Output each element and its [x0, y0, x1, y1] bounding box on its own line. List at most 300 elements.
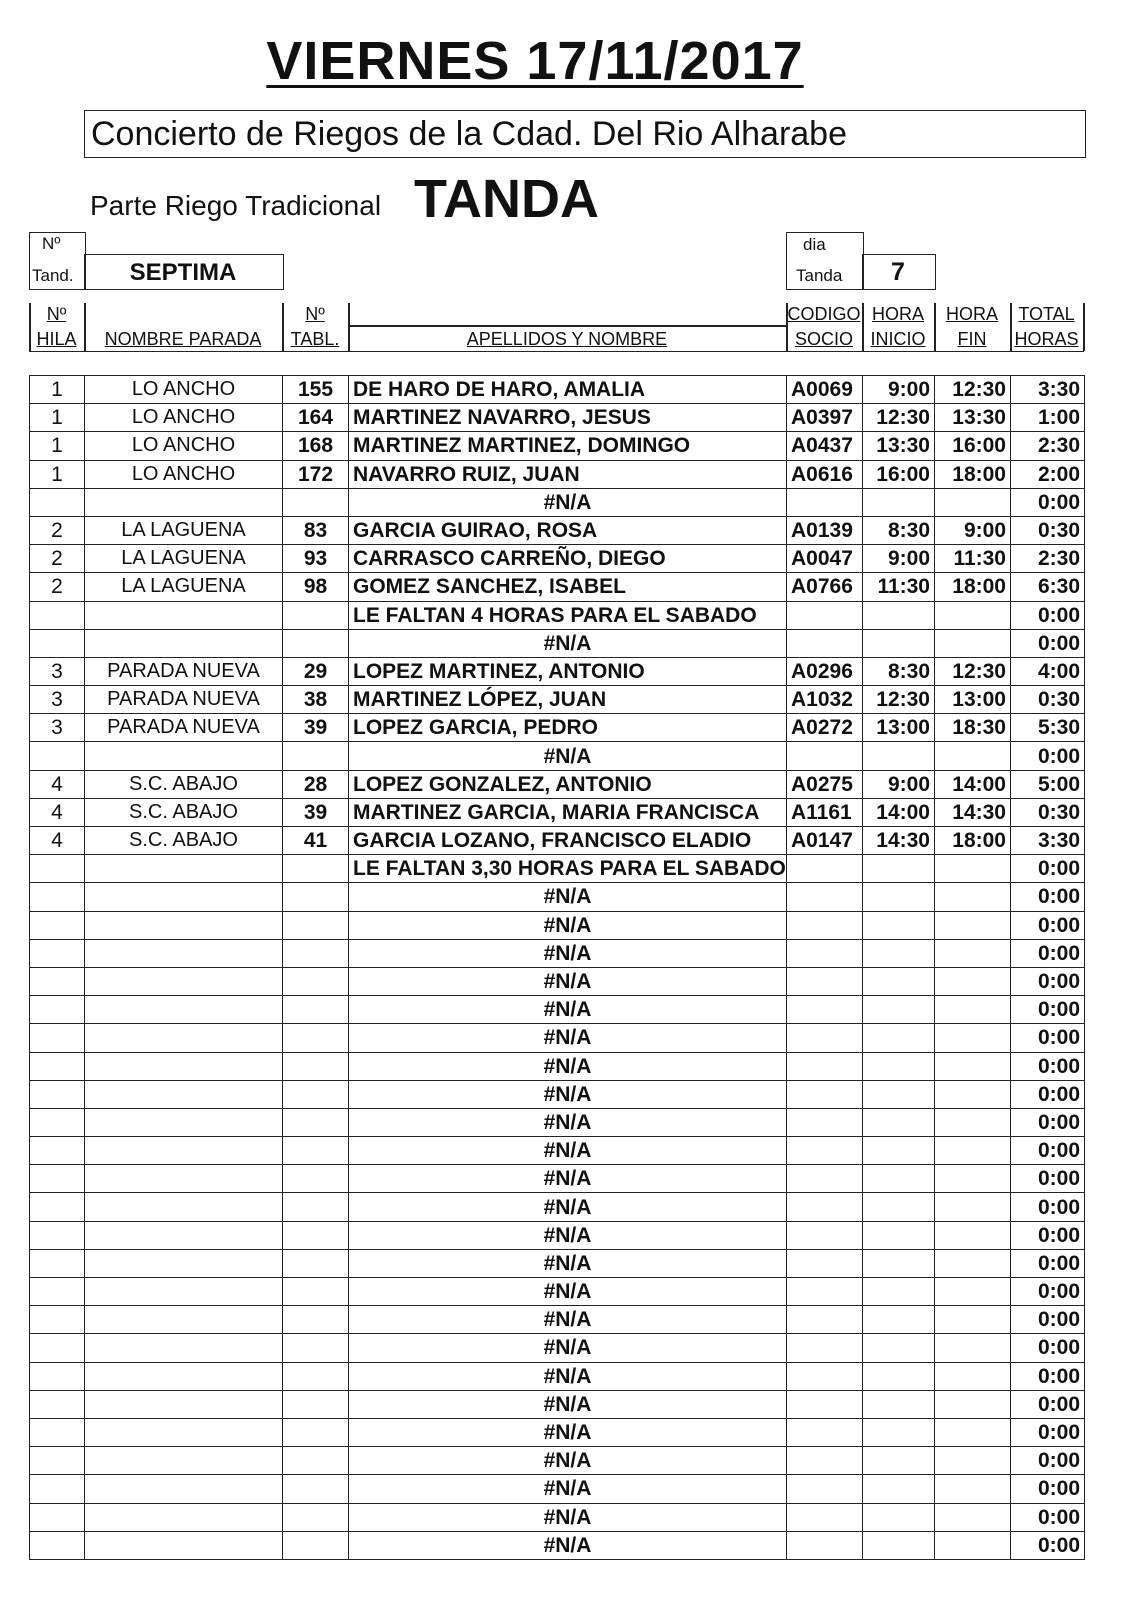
cell-fin [935, 1306, 1011, 1334]
header-tabl-top: Nº [305, 304, 325, 324]
cell-total: 3:30 [1011, 376, 1085, 404]
cell-fin: 13:30 [935, 404, 1011, 432]
header-codigo-top: CODIGO [787, 304, 861, 324]
cell-total: 0:00 [1011, 1024, 1085, 1052]
cell-fin: 13:00 [935, 686, 1011, 714]
table-row [30, 657, 1085, 685]
cell-inicio: 16:00 [863, 460, 935, 488]
irrigation-table [29, 375, 1085, 1560]
table-row [30, 1108, 1085, 1136]
table-row [30, 1024, 1085, 1052]
cell-parada: LA LAGUENA [85, 545, 283, 573]
table-row [30, 516, 1085, 544]
cell-inicio: 12:30 [863, 686, 935, 714]
cell-codigo: A0296 [787, 657, 863, 685]
table-row [30, 376, 1085, 404]
header-inicio: INICIO [870, 329, 926, 349]
table-row [30, 855, 1085, 883]
cell-nombre: #N/A [349, 1475, 787, 1503]
table-row [30, 770, 1085, 798]
cell-tabl [283, 1390, 349, 1418]
cell-inicio [863, 1024, 935, 1052]
cell-total: 0:00 [1011, 488, 1085, 516]
cell-fin [935, 911, 1011, 939]
table-row [30, 827, 1085, 855]
cell-codigo [787, 1221, 863, 1249]
cell-parada [85, 1137, 283, 1165]
cell-fin [935, 1475, 1011, 1503]
table-row [30, 1503, 1085, 1531]
cell-inicio [863, 911, 935, 939]
cell-tabl: 38 [283, 686, 349, 714]
table-row [30, 601, 1085, 629]
cell-total: 0:00 [1011, 1475, 1085, 1503]
cell-total: 2:30 [1011, 432, 1085, 460]
header-hila-top: Nº [46, 304, 67, 324]
cell-total: 0:00 [1011, 883, 1085, 911]
cell-parada: LO ANCHO [85, 460, 283, 488]
cell-inicio [863, 1221, 935, 1249]
cell-parada [85, 1221, 283, 1249]
cell-hila: 2 [30, 573, 85, 601]
header-codigo: SOCIO [794, 329, 853, 349]
cell-nombre: #N/A [349, 1306, 787, 1334]
cell-total: 0:30 [1011, 686, 1085, 714]
cell-fin [935, 996, 1011, 1024]
cell-parada [85, 488, 283, 516]
cell-codigo [787, 742, 863, 770]
cell-total: 0:00 [1011, 1503, 1085, 1531]
cell-tabl [283, 1306, 349, 1334]
cell-nombre: #N/A [349, 911, 787, 939]
cell-tabl [283, 883, 349, 911]
cell-tabl [283, 1024, 349, 1052]
table-row [30, 1221, 1085, 1249]
table-row [30, 1362, 1085, 1390]
table-row [30, 911, 1085, 939]
cell-nombre: #N/A [349, 1080, 787, 1108]
cell-parada [85, 1447, 283, 1475]
cell-codigo: A0397 [787, 404, 863, 432]
cell-tabl [283, 1531, 349, 1559]
tand-value: SEPTIMA [129, 259, 237, 286]
cell-inicio [863, 1306, 935, 1334]
cell-codigo: A0616 [787, 460, 863, 488]
cell-hila [30, 1193, 85, 1221]
cell-fin [935, 601, 1011, 629]
organization-name: Concierto de Riegos de la Cdad. Del Rio Alharabe [91, 115, 848, 153]
cell-total: 0:00 [1011, 911, 1085, 939]
table-row [30, 686, 1085, 714]
cell-parada [85, 911, 283, 939]
cell-hila: 4 [30, 798, 85, 826]
cell-fin: 12:30 [935, 657, 1011, 685]
cell-hila: 1 [30, 376, 85, 404]
cell-parada: S.C. ABAJO [85, 827, 283, 855]
cell-nombre: MARTINEZ GARCIA, MARIA FRANCISCA [349, 798, 787, 826]
cell-tabl: 168 [283, 432, 349, 460]
cell-fin: 12:30 [935, 376, 1011, 404]
cell-tabl [283, 911, 349, 939]
cell-tabl [283, 996, 349, 1024]
cell-inicio [863, 1503, 935, 1531]
cell-parada: PARADA NUEVA [85, 686, 283, 714]
cell-total: 0:00 [1011, 1137, 1085, 1165]
cell-total: 0:00 [1011, 1447, 1085, 1475]
cell-tabl [283, 967, 349, 995]
cell-codigo [787, 629, 863, 657]
cell-total: 0:00 [1011, 855, 1085, 883]
cell-codigo: A1032 [787, 686, 863, 714]
cell-parada [85, 1165, 283, 1193]
cell-codigo [787, 911, 863, 939]
cell-total: 0:00 [1011, 1080, 1085, 1108]
cell-inicio [863, 601, 935, 629]
cell-inicio [863, 939, 935, 967]
cell-tabl: 83 [283, 516, 349, 544]
cell-fin: 14:30 [935, 798, 1011, 826]
cell-total: 1:00 [1011, 404, 1085, 432]
cell-parada: LA LAGUENA [85, 516, 283, 544]
cell-total: 0:00 [1011, 1362, 1085, 1390]
cell-fin [935, 1447, 1011, 1475]
header-fin: FIN [957, 329, 987, 349]
table-row [30, 629, 1085, 657]
cell-total: 3:30 [1011, 827, 1085, 855]
header-divider [1083, 303, 1085, 351]
cell-fin [935, 883, 1011, 911]
cell-inicio: 8:30 [863, 516, 935, 544]
cell-parada [85, 601, 283, 629]
cell-hila: 1 [30, 432, 85, 460]
table-row [30, 404, 1085, 432]
cell-nombre: LE FALTAN 3,30 HORAS PARA EL SABADO [349, 855, 787, 883]
cell-hila [30, 1334, 85, 1362]
cell-codigo: A0047 [787, 545, 863, 573]
cell-inicio: 11:30 [863, 573, 935, 601]
cell-parada [85, 629, 283, 657]
cell-fin [935, 488, 1011, 516]
cell-total: 5:00 [1011, 770, 1085, 798]
cell-tabl [283, 1447, 349, 1475]
cell-fin [935, 742, 1011, 770]
cell-fin [935, 1108, 1011, 1136]
cell-hila [30, 1221, 85, 1249]
cell-parada [85, 1080, 283, 1108]
cell-hila [30, 1080, 85, 1108]
cell-fin [935, 939, 1011, 967]
cell-nombre: #N/A [349, 1334, 787, 1362]
cell-codigo [787, 1137, 863, 1165]
cell-hila: 2 [30, 516, 85, 544]
cell-codigo [787, 601, 863, 629]
cell-parada [85, 1278, 283, 1306]
cell-total: 0:00 [1011, 1278, 1085, 1306]
table-row [30, 939, 1085, 967]
tand-label-bottom: Tand. [32, 266, 74, 285]
cell-tabl [283, 939, 349, 967]
cell-parada: LA LAGUENA [85, 573, 283, 601]
cell-nombre: #N/A [349, 1165, 787, 1193]
cell-nombre: LOPEZ GONZALEZ, ANTONIO [349, 770, 787, 798]
cell-inicio: 12:30 [863, 404, 935, 432]
cell-hila [30, 1137, 85, 1165]
cell-nombre: LE FALTAN 4 HORAS PARA EL SABADO [349, 601, 787, 629]
header-total: HORAS [1014, 329, 1079, 349]
cell-total: 0:00 [1011, 601, 1085, 629]
cell-fin [935, 1080, 1011, 1108]
cell-total: 0:00 [1011, 742, 1085, 770]
header-hila: HILA [36, 329, 77, 349]
table-row [30, 1193, 1085, 1221]
cell-parada: PARADA NUEVA [85, 714, 283, 742]
cell-tabl [283, 1221, 349, 1249]
cell-nombre: #N/A [349, 629, 787, 657]
cell-hila: 1 [30, 404, 85, 432]
cell-parada [85, 1193, 283, 1221]
cell-inicio [863, 996, 935, 1024]
table-row [30, 742, 1085, 770]
cell-codigo [787, 1024, 863, 1052]
cell-parada: PARADA NUEVA [85, 657, 283, 685]
cell-codigo: A0272 [787, 714, 863, 742]
cell-tabl: 93 [283, 545, 349, 573]
cell-inicio [863, 488, 935, 516]
cell-hila [30, 1362, 85, 1390]
organization-box [84, 110, 1086, 158]
table-row [30, 798, 1085, 826]
cell-parada [85, 1475, 283, 1503]
cell-codigo [787, 967, 863, 995]
cell-inicio: 9:00 [863, 770, 935, 798]
cell-hila [30, 1306, 85, 1334]
cell-nombre: #N/A [349, 1503, 787, 1531]
cell-codigo [787, 1193, 863, 1221]
cell-tabl: 98 [283, 573, 349, 601]
table-row [30, 967, 1085, 995]
cell-nombre: #N/A [349, 1249, 787, 1277]
cell-tabl: 39 [283, 798, 349, 826]
cell-total: 0:00 [1011, 967, 1085, 995]
cell-codigo [787, 1418, 863, 1446]
cell-nombre: #N/A [349, 1278, 787, 1306]
cell-hila [30, 996, 85, 1024]
cell-codigo: A0139 [787, 516, 863, 544]
table-row [30, 488, 1085, 516]
cell-tabl [283, 855, 349, 883]
cell-hila: 3 [30, 686, 85, 714]
cell-total: 4:00 [1011, 657, 1085, 685]
cell-total: 0:00 [1011, 1390, 1085, 1418]
table-row [30, 545, 1085, 573]
cell-tabl [283, 742, 349, 770]
cell-total: 0:00 [1011, 1108, 1085, 1136]
cell-total: 2:00 [1011, 460, 1085, 488]
cell-parada: LO ANCHO [85, 376, 283, 404]
subtitle: Parte Riego Tradicional [90, 190, 382, 221]
cell-nombre: GARCIA LOZANO, FRANCISCO ELADIO [349, 827, 787, 855]
cell-inicio: 9:00 [863, 376, 935, 404]
cell-nombre: LOPEZ GARCIA, PEDRO [349, 714, 787, 742]
cell-hila [30, 1418, 85, 1446]
cell-tabl [283, 1052, 349, 1080]
cell-tabl [283, 1503, 349, 1531]
cell-tabl: 28 [283, 770, 349, 798]
cell-fin [935, 1418, 1011, 1446]
cell-nombre: MARTINEZ NAVARRO, JESUS [349, 404, 787, 432]
cell-hila [30, 967, 85, 995]
cell-inicio [863, 1531, 935, 1559]
cell-fin: 18:00 [935, 573, 1011, 601]
cell-parada: S.C. ABAJO [85, 770, 283, 798]
cell-inicio: 14:00 [863, 798, 935, 826]
cell-tabl: 39 [283, 714, 349, 742]
cell-fin: 11:30 [935, 545, 1011, 573]
table-row [30, 1080, 1085, 1108]
cell-total: 0:30 [1011, 798, 1085, 826]
cell-tabl [283, 1418, 349, 1446]
cell-inicio [863, 1447, 935, 1475]
cell-nombre: #N/A [349, 488, 787, 516]
cell-tabl [283, 1334, 349, 1362]
table-body [30, 376, 1085, 1560]
table-row [30, 573, 1085, 601]
cell-tabl [283, 488, 349, 516]
cell-nombre: #N/A [349, 742, 787, 770]
cell-codigo [787, 996, 863, 1024]
cell-hila [30, 1165, 85, 1193]
cell-fin [935, 855, 1011, 883]
cell-nombre: #N/A [349, 1221, 787, 1249]
cell-inicio [863, 1278, 935, 1306]
cell-tabl: 172 [283, 460, 349, 488]
cell-inicio [863, 1249, 935, 1277]
table-row [30, 1278, 1085, 1306]
cell-tabl: 41 [283, 827, 349, 855]
cell-fin: 9:00 [935, 516, 1011, 544]
table-row [30, 460, 1085, 488]
cell-fin [935, 1362, 1011, 1390]
cell-hila [30, 1531, 85, 1559]
cell-parada [85, 1418, 283, 1446]
cell-codigo: A0275 [787, 770, 863, 798]
cell-hila [30, 488, 85, 516]
cell-inicio [863, 1052, 935, 1080]
cell-fin [935, 1278, 1011, 1306]
cell-nombre: MARTINEZ LÓPEZ, JUAN [349, 686, 787, 714]
cell-codigo: A0766 [787, 573, 863, 601]
cell-codigo [787, 883, 863, 911]
cell-total: 0:00 [1011, 1531, 1085, 1559]
cell-inicio: 14:30 [863, 827, 935, 855]
cell-tabl [283, 1165, 349, 1193]
cell-inicio [863, 1080, 935, 1108]
cell-tabl [283, 1362, 349, 1390]
tanda-heading: TANDA [414, 169, 599, 229]
cell-total: 0:00 [1011, 1193, 1085, 1221]
cell-nombre: #N/A [349, 883, 787, 911]
cell-nombre: #N/A [349, 1362, 787, 1390]
cell-codigo [787, 1531, 863, 1559]
cell-nombre: #N/A [349, 1052, 787, 1080]
cell-total: 0:00 [1011, 1221, 1085, 1249]
cell-nombre: #N/A [349, 1024, 787, 1052]
cell-inicio: 8:30 [863, 657, 935, 685]
table-row [30, 432, 1085, 460]
table-row [30, 1447, 1085, 1475]
cell-fin [935, 967, 1011, 995]
cell-hila [30, 1024, 85, 1052]
table-row [30, 1390, 1085, 1418]
table-row [30, 1137, 1085, 1165]
header-tabl: TABL. [290, 329, 340, 349]
cell-total: 0:00 [1011, 1418, 1085, 1446]
cell-tabl: 29 [283, 657, 349, 685]
cell-hila [30, 1052, 85, 1080]
cell-total: 0:00 [1011, 996, 1085, 1024]
cell-inicio: 13:30 [863, 432, 935, 460]
cell-tabl [283, 1475, 349, 1503]
cell-tabl [283, 1193, 349, 1221]
cell-nombre: #N/A [349, 1390, 787, 1418]
cell-nombre: #N/A [349, 967, 787, 995]
cell-parada [85, 1108, 283, 1136]
cell-tabl [283, 629, 349, 657]
cell-fin [935, 1193, 1011, 1221]
cell-nombre: NAVARRO RUIZ, JUAN [349, 460, 787, 488]
cell-hila [30, 742, 85, 770]
cell-inicio: 9:00 [863, 545, 935, 573]
cell-total: 0:00 [1011, 629, 1085, 657]
cell-inicio [863, 1390, 935, 1418]
cell-fin: 18:30 [935, 714, 1011, 742]
cell-codigo: A1161 [787, 798, 863, 826]
cell-inicio [863, 1418, 935, 1446]
cell-hila [30, 855, 85, 883]
cell-codigo [787, 1334, 863, 1362]
cell-hila [30, 629, 85, 657]
cell-fin [935, 1137, 1011, 1165]
cell-codigo [787, 1475, 863, 1503]
cell-codigo [787, 1503, 863, 1531]
cell-parada [85, 1362, 283, 1390]
cell-total: 0:30 [1011, 516, 1085, 544]
dia-value: 7 [891, 258, 905, 286]
cell-inicio [863, 1362, 935, 1390]
cell-parada [85, 996, 283, 1024]
cell-parada: LO ANCHO [85, 404, 283, 432]
cell-nombre: CARRASCO CARREÑO, DIEGO [349, 545, 787, 573]
cell-hila: 3 [30, 657, 85, 685]
cell-total: 0:00 [1011, 1052, 1085, 1080]
cell-hila [30, 1503, 85, 1531]
cell-fin [935, 1334, 1011, 1362]
header-rule [348, 325, 786, 327]
cell-fin [935, 629, 1011, 657]
cell-inicio [863, 967, 935, 995]
cell-parada [85, 1306, 283, 1334]
cell-hila: 3 [30, 714, 85, 742]
cell-nombre: LOPEZ MARTINEZ, ANTONIO [349, 657, 787, 685]
dia-label-top: dia [803, 235, 826, 254]
cell-fin: 16:00 [935, 432, 1011, 460]
cell-codigo [787, 1390, 863, 1418]
cell-fin: 18:00 [935, 827, 1011, 855]
cell-codigo [787, 488, 863, 516]
cell-nombre: #N/A [349, 1531, 787, 1559]
cell-parada: S.C. ABAJO [85, 798, 283, 826]
cell-codigo [787, 1447, 863, 1475]
